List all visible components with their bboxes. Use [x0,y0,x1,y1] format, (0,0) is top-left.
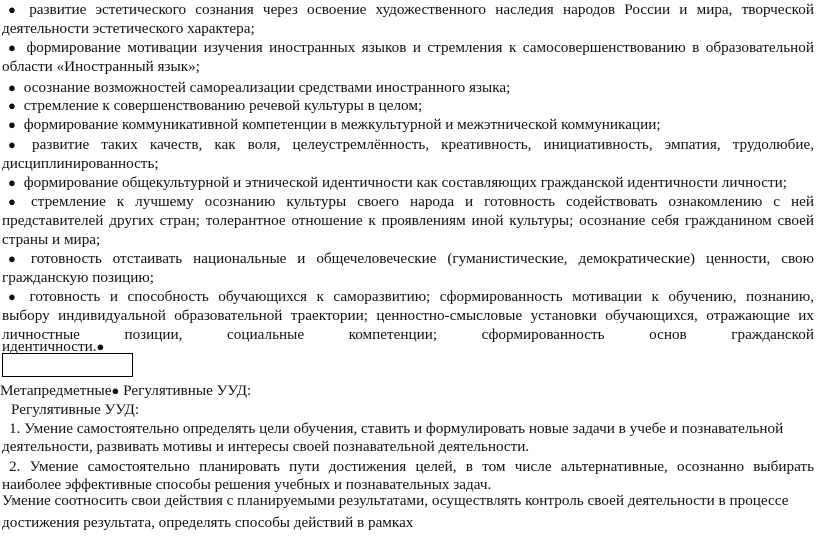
bullet-icon: ● [8,2,16,17]
list-item [8,0,814,19]
bullet-icon: ● [8,80,16,95]
list-item-continuation: дисциплинированность; [2,155,159,172]
list-item [8,38,814,57]
bullet-icon: ● [111,383,120,398]
paragraph: Умение соотносить свои действия с планируемыми результатами, осуществлять контроль своей деятельности в процессе [2,492,789,509]
paragraph-continuation: достижения результата, определять способы действий в рамках [2,514,414,531]
numbered-item-continuation: деятельности, развивать мотивы и интересы своей познавательной деятельности. [2,438,530,455]
list-item-text: осознание возможностей самореализации средствами иностранного языка; [23,79,511,96]
list-item-continuation: деятельности эстетического характера; [2,20,255,37]
list-item-continuation: гражданскую позицию; [2,269,154,286]
list-item-continuation: представителей других стран; толерантное отношение к проявлениям иной культуры; осознание себя гражданином своей [2,212,814,229]
list-item [8,287,814,306]
section-heading-part: Метапредметные [0,382,112,399]
bullet-icon: ● [8,175,16,190]
section-heading-part: Регулятивные УУД: [119,382,252,399]
bullet-icon: ● [8,251,16,266]
list-item-text: стремление к лучшему осознанию культуры своего народа и готовность содействовать ознакомлению с ней [31,193,815,210]
list-item-continuation: личностные позиции, социальные компетенции; сформированность основ гражданской [2,326,814,343]
list-item-text: стремление к совершенствованию речевой культуры в целом; [23,97,423,114]
list-item-continuation: области «Иностранный язык»; [2,58,200,75]
list-item-continuation: страны и мира; [2,231,101,248]
list-item [8,78,510,97]
list-item-text: идентичности. [2,338,97,355]
list-item [8,249,814,268]
numbered-item: 1. Умение самостоятельно определять цели обучения, ставить и формулировать новые задачи в учебе и познавательной [9,420,784,437]
list-item-text: готовность отстаивать национальные и общечеловеческие (гуманистические, демократические) ценности, свою [30,250,814,267]
numbered-item-continuation: наиболее эффективные способы решения учебных и познавательных задач. [2,476,492,493]
list-item-continuation: выбору индивидуальной образовательной траектории; ценностно-смысловые установки обучающихся, отражающие их [2,307,814,324]
bullet-icon: ● [8,98,16,113]
numbered-item: 2. Умение самостоятельно планировать пути достижения целей, в том числе альтернативные, осознанно выбирать [9,458,814,475]
list-item-text: формирование мотивации изучения иностранных языков и стремления к самосовершенствованию в образовательной [26,39,815,56]
list-item [8,115,661,134]
list-item-text: готовность и способность обучающихся к саморазвитию; сформированность мотивации к обучению, познанию, [29,288,814,305]
bullet-icon: ● [8,289,16,304]
list-item-text: развитие таких качеств, как воля, целеустремлённость, креативность, инициативность, эмпатия, трудолюбие, [32,136,815,153]
list-item [8,135,814,154]
bullet-icon: ● [8,137,16,152]
list-item-text: формирование коммуникативной компетенции в межкультурной и межэтнической коммуникации; [23,116,661,133]
list-item [8,192,814,211]
bullet-icon: ● [8,194,16,209]
empty-frame [2,353,133,377]
list-item-text: развитие эстетического сознания через освоение художественного наследия народов России и мира, творческой [29,1,814,18]
list-item [8,173,787,192]
bullet-icon: ● [96,339,105,354]
subsection-heading: Регулятивные УУД: [11,401,140,418]
list-item [8,96,422,115]
list-item-text: формирование общекультурной и этнической идентичности как составляющих гражданской идентичности личности; [23,174,787,191]
section-heading [0,381,251,400]
bullet-icon: ● [8,117,16,132]
bullet-icon: ● [8,40,16,55]
